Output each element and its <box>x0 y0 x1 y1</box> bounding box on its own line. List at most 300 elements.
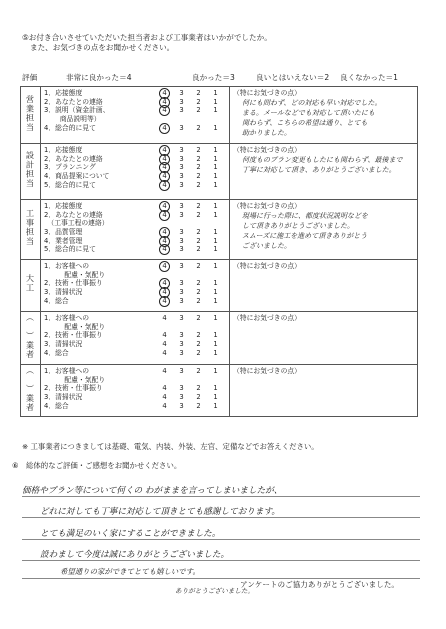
score-option-3[interactable] <box>173 106 190 115</box>
section-row <box>21 365 418 417</box>
rating-row <box>41 279 229 288</box>
score-value: 4 <box>162 154 167 163</box>
score-value: 2 <box>196 367 201 375</box>
score-option-4[interactable] <box>156 297 173 306</box>
section-comments[interactable] <box>230 260 418 312</box>
contractor-note: ※ 工事業者につきましては基礎、電気、内装、外装、左官、定備などでお答えください。 <box>22 442 319 451</box>
section-category-label: （ ）業者 <box>25 313 36 359</box>
score-option-2[interactable] <box>190 314 207 323</box>
score-option-1[interactable] <box>207 331 224 340</box>
section-category <box>21 87 41 144</box>
score-option-4[interactable] <box>156 262 173 271</box>
section-row <box>21 200 418 260</box>
score-value: 4 <box>162 106 167 115</box>
comment-header: （特にお気づきの点） <box>233 146 301 154</box>
score-value: 3 <box>179 236 184 245</box>
rating-item-label: 5．総合的に見て <box>44 245 96 254</box>
score-option-1[interactable] <box>207 181 224 190</box>
score-option-1[interactable] <box>207 163 224 172</box>
comment-header: （特にお気づきの点） <box>233 202 301 210</box>
score-value: 3 <box>179 401 184 410</box>
comment-header: （特にお気づきの点） <box>233 89 301 97</box>
score-value: 1 <box>213 236 218 245</box>
score-value: 3 <box>179 123 184 132</box>
score-option-3[interactable] <box>173 245 190 254</box>
rating-row <box>41 163 229 172</box>
score-value: 3 <box>179 97 184 106</box>
comment-header: （特にお気づきの点） <box>233 367 301 375</box>
score-option-4[interactable] <box>156 367 173 376</box>
score-option-2[interactable] <box>190 106 207 115</box>
rating-item-label: 1．応接態度 <box>44 146 83 154</box>
score-value: 2 <box>196 172 201 181</box>
score-option-4[interactable] <box>156 211 173 220</box>
score-option-4[interactable] <box>156 393 173 402</box>
rating-item-label: 3．説明（資金計画、 <box>44 106 110 115</box>
score-value: 3 <box>179 154 184 163</box>
score-option-1[interactable] <box>207 155 224 164</box>
score-option-3[interactable] <box>173 155 190 164</box>
handwritten-comment: ございました。 <box>242 242 291 250</box>
score-option-3[interactable] <box>173 237 190 246</box>
score-value: 4 <box>162 236 167 245</box>
rating-item-label: 2．技術・仕事振り <box>44 331 103 340</box>
score-value: 4 <box>162 172 167 181</box>
rating-item-label: 4．総合 <box>44 296 69 305</box>
score-option-3[interactable] <box>173 124 190 133</box>
score-option-4[interactable] <box>156 349 173 358</box>
score-option-2[interactable] <box>190 155 207 164</box>
score-value: 3 <box>179 202 184 210</box>
score-option-2[interactable] <box>190 331 207 340</box>
section-row <box>21 144 418 200</box>
score-option-4[interactable] <box>156 402 173 411</box>
rating-row <box>41 340 229 349</box>
rating-row <box>41 202 229 211</box>
score-option-4[interactable] <box>156 331 173 340</box>
rating-row <box>41 393 229 402</box>
score-value: 4 <box>162 393 167 402</box>
score-option-3[interactable] <box>173 340 190 349</box>
score-value: 3 <box>179 262 184 270</box>
score-option-1[interactable] <box>207 172 224 181</box>
feedback-rule-line <box>22 539 420 540</box>
section-comments[interactable] <box>230 87 418 144</box>
rating-row <box>41 271 229 280</box>
score-option-1[interactable] <box>207 393 224 402</box>
section-category-label: 営業担当 <box>25 94 36 132</box>
score-value: 1 <box>213 180 218 189</box>
score-option-2[interactable] <box>190 124 207 133</box>
legend-very-good: 非常に良かった＝4 <box>66 73 132 82</box>
rating-row <box>41 367 229 376</box>
section-category-label: （ ）業者 <box>25 365 36 412</box>
score-value: 2 <box>196 331 201 340</box>
score-option-2[interactable] <box>190 202 207 211</box>
score-value: 3 <box>179 340 184 349</box>
score-option-3[interactable] <box>173 202 190 211</box>
score-value: 2 <box>196 180 201 189</box>
section-items <box>41 87 230 144</box>
rating-item-label: （工事工程の連絡） <box>44 219 109 228</box>
score-option-1[interactable] <box>207 402 224 411</box>
score-value: 2 <box>196 154 201 163</box>
score-value: 1 <box>213 202 218 210</box>
handwritten-comment: 関わらず、こちらの希望は通り、とても <box>242 119 368 127</box>
score-option-2[interactable] <box>190 237 207 246</box>
score-option-3[interactable] <box>173 384 190 393</box>
rating-row <box>41 288 229 297</box>
score-option-3[interactable] <box>173 228 190 237</box>
feedback-title: ⑥ 総体的なご評価・ご感想をお聞かせください。 <box>12 461 182 470</box>
score-option-3[interactable] <box>173 262 190 271</box>
score-value: 2 <box>196 262 201 270</box>
score-option-1[interactable] <box>207 367 224 376</box>
score-option-1[interactable] <box>207 297 224 306</box>
legend-neutral: 良いとはいえない＝2 <box>256 73 330 82</box>
rating-item-label: 3．清掃状況 <box>44 288 83 297</box>
rating-row <box>41 98 229 107</box>
score-value: 4 <box>162 279 167 288</box>
section-category-label: 設計担当 <box>25 151 36 188</box>
score-value: 1 <box>213 296 218 305</box>
score-option-1[interactable] <box>207 279 224 288</box>
score-value: 2 <box>196 384 201 393</box>
score-value: 3 <box>179 106 184 115</box>
rating-item-label: 2．あなたとの連絡 <box>44 154 103 163</box>
rating-item-label: 5．総合的に見て <box>44 180 96 189</box>
rating-row <box>41 297 229 306</box>
score-value: 3 <box>179 314 184 322</box>
handwritten-comment: 現場に行った際に、都度状況説明などを <box>242 212 368 220</box>
score-value: 4 <box>162 296 167 305</box>
score-option-3[interactable] <box>173 172 190 181</box>
score-option-2[interactable] <box>190 402 207 411</box>
rating-item-label: 1．お客様への <box>44 367 90 375</box>
score-value: 1 <box>213 340 218 349</box>
score-value: 2 <box>196 296 201 305</box>
feedback-rule-line <box>22 560 420 561</box>
score-option-3[interactable] <box>173 181 190 190</box>
score-value: 1 <box>213 146 218 154</box>
score-option-2[interactable] <box>190 279 207 288</box>
rating-item-label: 2．技術・仕事振り <box>44 384 103 393</box>
rating-item-label: 4．総合的に見て <box>44 123 96 132</box>
score-value: 4 <box>162 401 167 410</box>
section-category <box>21 312 41 365</box>
rating-item-label: 4．商品提案について <box>44 172 110 181</box>
selected-score-circle <box>159 261 170 272</box>
score-option-3[interactable] <box>173 349 190 358</box>
score-value: 4 <box>162 202 167 210</box>
section-items <box>41 260 230 312</box>
feedback-handwritten-line: 価格やプラン等について何くの わがままを言ってしまいましたが、 <box>22 486 283 496</box>
section-category <box>21 144 41 200</box>
handwritten-comment: まる。メールなどでも対応して頂いたにも <box>242 109 375 117</box>
score-value: 2 <box>196 245 201 254</box>
score-option-1[interactable] <box>207 106 224 115</box>
feedback-rule-line <box>22 496 420 497</box>
section-category <box>21 200 41 260</box>
score-option-1[interactable] <box>207 262 224 271</box>
score-option-2[interactable] <box>190 89 207 98</box>
selected-score-circle <box>159 180 170 191</box>
score-option-1[interactable] <box>207 384 224 393</box>
score-option-1[interactable] <box>207 237 224 246</box>
score-value: 2 <box>196 236 201 245</box>
score-option-2[interactable] <box>190 367 207 376</box>
score-value: 4 <box>162 180 167 189</box>
evaluation-table <box>20 86 418 417</box>
score-value: 1 <box>213 245 218 254</box>
rating-item-label: 1．応接態度 <box>44 202 83 210</box>
rating-row <box>41 219 229 228</box>
rating-row <box>41 172 229 181</box>
legend-bad: 良くなかった＝1 <box>340 73 398 82</box>
score-option-2[interactable] <box>190 245 207 254</box>
score-value: 3 <box>179 288 184 297</box>
score-option-4[interactable] <box>156 106 173 115</box>
score-value: 4 <box>162 314 167 322</box>
score-value: 2 <box>196 228 201 237</box>
score-option-4[interactable] <box>156 384 173 393</box>
score-value: 4 <box>162 288 167 297</box>
score-option-2[interactable] <box>190 98 207 107</box>
rating-item-label: 商品説明等） <box>44 115 101 124</box>
score-value: 3 <box>179 367 184 375</box>
score-value: 3 <box>179 296 184 305</box>
score-value: 3 <box>179 228 184 237</box>
score-option-1[interactable] <box>207 245 224 254</box>
score-option-1[interactable] <box>207 228 224 237</box>
score-value: 2 <box>196 97 201 106</box>
score-option-1[interactable] <box>207 314 224 323</box>
rating-item-label: 1．応接態度 <box>44 89 83 97</box>
handwritten-comment: 助かりました。 <box>242 129 291 137</box>
score-option-1[interactable] <box>207 124 224 133</box>
rating-row <box>41 384 229 393</box>
score-option-4[interactable] <box>156 245 173 254</box>
rating-item-label: 配慮・気配り <box>44 375 106 384</box>
score-option-3[interactable] <box>173 367 190 376</box>
feedback-handwritten-line: 希望通りの家ができてとても嬉しいです。 <box>60 567 200 576</box>
score-option-3[interactable] <box>173 288 190 297</box>
section-items <box>41 200 230 260</box>
score-option-2[interactable] <box>190 172 207 181</box>
comment-header: （特にお気づきの点） <box>233 262 301 270</box>
score-value: 3 <box>179 348 184 357</box>
score-option-3[interactable] <box>173 89 190 98</box>
handwritten-comment: して頂きありがとうございました。 <box>242 222 354 230</box>
score-value: 4 <box>162 89 167 97</box>
score-value: 4 <box>162 367 167 375</box>
comment-header: （特にお気づきの点） <box>233 314 301 322</box>
score-value: 3 <box>179 384 184 393</box>
score-value: 4 <box>162 348 167 357</box>
section-items <box>41 312 230 365</box>
section-row <box>21 312 418 365</box>
score-option-2[interactable] <box>190 393 207 402</box>
rating-item-label: 3．品質管理 <box>44 228 83 237</box>
score-option-1[interactable] <box>207 89 224 98</box>
rating-item-label: 2．あなたとの連絡 <box>44 210 103 219</box>
score-value: 3 <box>179 331 184 340</box>
section-category-label: 工事担当 <box>25 209 36 246</box>
rating-item-label: 3．清掃状況 <box>44 340 83 349</box>
score-value: 2 <box>196 146 201 154</box>
score-value: 2 <box>196 89 201 97</box>
handwritten-comment: スムーズに施工を進めて頂きありがとう <box>242 232 368 240</box>
rating-item-label: 3．プランニング <box>44 163 96 172</box>
score-option-2[interactable] <box>190 262 207 271</box>
rating-row <box>41 245 229 254</box>
score-value: 3 <box>179 146 184 154</box>
rating-item-label: 4．総合 <box>44 401 69 410</box>
score-value: 4 <box>162 384 167 393</box>
rating-item-label: 3．清掃状況 <box>44 393 83 402</box>
rating-item-label: 2．あなたとの連絡 <box>44 97 103 106</box>
score-value: 4 <box>162 331 167 340</box>
score-value: 1 <box>213 401 218 410</box>
score-option-4[interactable] <box>156 314 173 323</box>
score-value: 4 <box>162 123 167 132</box>
question-line-2: また、お気づきの点をお聞かせください。 <box>30 43 175 52</box>
score-value: 4 <box>162 163 167 172</box>
rating-item-label: 配慮・気配り <box>44 270 106 279</box>
score-value: 1 <box>213 262 218 270</box>
score-value: 4 <box>162 228 167 237</box>
rating-row <box>41 314 229 323</box>
score-option-4[interactable] <box>156 340 173 349</box>
score-value: 2 <box>196 393 201 402</box>
score-value: 1 <box>213 331 218 340</box>
legend-good: 良かった＝3 <box>192 73 235 82</box>
score-value: 2 <box>196 279 201 288</box>
score-value: 1 <box>213 367 218 375</box>
score-option-1[interactable] <box>207 349 224 358</box>
rating-item-label: 1．お客様への <box>44 314 90 322</box>
score-option-2[interactable] <box>190 340 207 349</box>
score-value: 3 <box>179 172 184 181</box>
section-row <box>21 260 418 312</box>
score-option-3[interactable] <box>173 211 190 220</box>
rating-row <box>41 124 229 133</box>
score-value: 1 <box>213 279 218 288</box>
score-value: 1 <box>213 210 218 219</box>
rating-row <box>41 376 229 385</box>
legend-label: 評価 <box>22 73 38 82</box>
handwritten-comment: 丁寧に対応して頂き、ありがとうございました。 <box>242 166 396 174</box>
score-value: 1 <box>213 288 218 297</box>
score-value: 1 <box>213 89 218 97</box>
score-option-2[interactable] <box>190 349 207 358</box>
rating-row <box>41 237 229 246</box>
score-option-3[interactable] <box>173 279 190 288</box>
rating-row <box>41 228 229 237</box>
score-value: 1 <box>213 163 218 172</box>
score-option-1[interactable] <box>207 98 224 107</box>
rating-row <box>41 181 229 190</box>
score-option-2[interactable] <box>190 146 207 155</box>
score-value: 1 <box>213 106 218 115</box>
score-option-3[interactable] <box>173 98 190 107</box>
score-value: 2 <box>196 123 201 132</box>
score-value: 1 <box>213 123 218 132</box>
score-option-3[interactable] <box>173 297 190 306</box>
section-comments[interactable] <box>230 365 418 417</box>
score-value: 3 <box>179 245 184 254</box>
rating-row <box>41 146 229 155</box>
rating-item-label: 4．総合 <box>44 348 69 357</box>
selected-score-circle <box>159 296 170 307</box>
rating-row <box>41 323 229 332</box>
score-option-2[interactable] <box>190 211 207 220</box>
score-option-2[interactable] <box>190 288 207 297</box>
score-value: 1 <box>213 393 218 402</box>
score-option-2[interactable] <box>190 228 207 237</box>
score-value: 3 <box>179 89 184 97</box>
score-option-3[interactable] <box>173 314 190 323</box>
score-value: 2 <box>196 314 201 322</box>
section-comments[interactable] <box>230 312 418 365</box>
rating-row <box>41 402 229 411</box>
rating-item-label: 配慮・気配り <box>44 322 106 331</box>
score-option-1[interactable] <box>207 146 224 155</box>
score-option-2[interactable] <box>190 384 207 393</box>
score-value: 4 <box>162 97 167 106</box>
score-value: 4 <box>162 146 167 154</box>
score-option-1[interactable] <box>207 288 224 297</box>
section-comments[interactable] <box>230 200 418 260</box>
feedback-handwritten-line: とても満足のいく家にすることができました。 <box>40 529 221 539</box>
score-option-2[interactable] <box>190 181 207 190</box>
score-value: 2 <box>196 210 201 219</box>
score-option-3[interactable] <box>173 393 190 402</box>
score-option-2[interactable] <box>190 163 207 172</box>
section-category <box>21 260 41 312</box>
rating-row <box>41 106 229 115</box>
score-option-3[interactable] <box>173 331 190 340</box>
score-option-4[interactable] <box>156 124 173 133</box>
score-value: 2 <box>196 202 201 210</box>
rating-row <box>41 349 229 358</box>
score-option-1[interactable] <box>207 202 224 211</box>
score-value: 3 <box>179 163 184 172</box>
score-option-3[interactable] <box>173 146 190 155</box>
score-value: 3 <box>179 279 184 288</box>
section-comments[interactable] <box>230 144 418 200</box>
score-option-4[interactable] <box>156 181 173 190</box>
section-category-label: 大工 <box>25 274 36 293</box>
rating-item-label: 2．技術・仕事振り <box>44 279 103 288</box>
rating-item-label: 4．業者管理 <box>44 236 83 245</box>
score-option-1[interactable] <box>207 340 224 349</box>
feedback-rule-line <box>22 517 420 518</box>
rating-row <box>41 331 229 340</box>
section-items <box>41 365 230 417</box>
score-value: 2 <box>196 348 201 357</box>
score-option-1[interactable] <box>207 211 224 220</box>
selected-score-circle <box>159 105 170 116</box>
section-row <box>21 87 418 144</box>
score-value: 4 <box>162 210 167 219</box>
score-option-3[interactable] <box>173 402 190 411</box>
score-value: 4 <box>162 245 167 254</box>
score-value: 1 <box>213 97 218 106</box>
score-option-3[interactable] <box>173 163 190 172</box>
score-value: 1 <box>213 154 218 163</box>
score-option-2[interactable] <box>190 297 207 306</box>
